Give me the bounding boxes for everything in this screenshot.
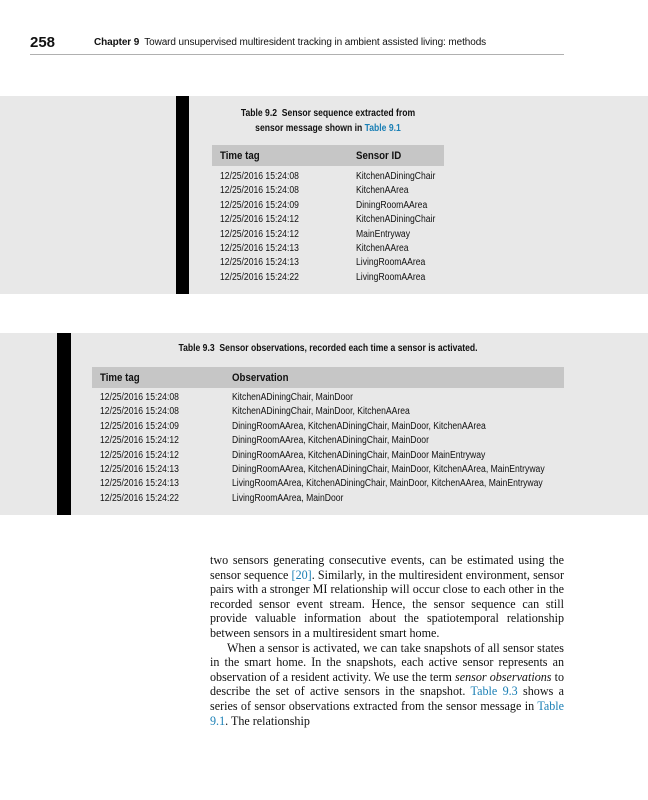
- caption-label: Table 9.2: [240, 108, 278, 119]
- observation-cell: DiningRoomAArea, KitchenADiningChair, MainDoor, KitchenAArea, MainEntryway: [232, 463, 545, 475]
- table-9-2-header-row: [212, 145, 444, 166]
- sensor-id-cell: KitchenAArea: [356, 185, 409, 197]
- table-row: [220, 256, 444, 270]
- table-9-2-body: [220, 170, 444, 285]
- table-9-1-link[interactable]: Table 9.1: [210, 698, 564, 728]
- table-row: [100, 391, 564, 405]
- table-9-3-caption: Table 9.3 Sensor observations, recorded each time a sensor is activated.: [178, 343, 478, 354]
- time-tag-cell: 12/25/2016 15:24:08: [220, 171, 299, 182]
- time-tag-cell: 12/25/2016 15:24:09: [100, 420, 179, 432]
- table-row: [100, 463, 564, 477]
- time-tag-cell: 12/25/2016 15:24:22: [100, 492, 179, 504]
- table-row: [220, 242, 444, 256]
- table-9-3-header-row: [92, 367, 564, 388]
- col-header-time: Time tag: [100, 372, 140, 384]
- time-tag-cell: 12/25/2016 15:24:13: [100, 478, 179, 490]
- sensor-id-cell: LivingRoomAArea: [356, 257, 426, 269]
- sensor-id-cell: KitchenAArea: [356, 242, 409, 254]
- table-row: [220, 213, 444, 227]
- time-tag-cell: 12/25/2016 15:24:08: [220, 185, 299, 197]
- table-accent-bar: [57, 333, 71, 515]
- observation-cell: LivingRoomAArea, KitchenADiningChair, MainDoor, KitchenAArea, MainEntryway: [232, 478, 543, 490]
- table-row: [220, 271, 444, 285]
- col-header-observation: Observation: [232, 372, 289, 384]
- table-row: [100, 477, 564, 491]
- time-tag-cell: 12/25/2016 15:24:12: [220, 228, 299, 240]
- sensor-id-cell: MainEntryway: [356, 228, 411, 240]
- sensor-id-cell: LivingRoomAArea: [356, 271, 426, 283]
- table-9-1-link[interactable]: Table 9.1: [364, 123, 401, 134]
- col-header-sensor: Sensor ID: [356, 150, 402, 162]
- table-row: [100, 492, 564, 506]
- time-tag-cell: 12/25/2016 15:24:13: [220, 242, 299, 254]
- citation-link[interactable]: [20]: [291, 567, 312, 582]
- table-row: [100, 434, 564, 448]
- time-tag-cell: 12/25/2016 15:24:13: [100, 463, 179, 475]
- observation-cell: DiningRoomAArea, KitchenADiningChair, MainDoor, KitchenAArea: [232, 420, 486, 432]
- observation-cell: LivingRoomAArea, MainDoor: [232, 492, 344, 504]
- time-tag-cell: 12/25/2016 15:24:08: [100, 392, 179, 403]
- table-row: [100, 420, 564, 434]
- running-header: [30, 34, 564, 55]
- time-tag-cell: 12/25/2016 15:24:13: [220, 257, 299, 269]
- time-tag-cell: 12/25/2016 15:24:09: [220, 199, 299, 211]
- table-row: [220, 184, 444, 198]
- col-header-time: Time tag: [220, 150, 260, 162]
- page-number: 258: [30, 34, 56, 51]
- running-head-text: [94, 37, 486, 48]
- table-row: [100, 405, 564, 419]
- sensor-id-cell: KitchenADiningChair: [356, 214, 436, 226]
- table-row: [220, 199, 444, 213]
- table-accent-bar: [176, 96, 189, 294]
- time-tag-cell: 12/25/2016 15:24:08: [100, 406, 179, 418]
- paragraph: When a sensor is activated, we can take snapshots of all sensor states in the smart home. In the snapshots, each active sensor represents an observation of a resident activity. We use the term sensor observations to describe the set of active sensors in the snapshot. Table 9.3 shows a series of sensor observations extracted from the sensor message in Table 9.1. The relationship: [210, 640, 565, 728]
- sensor-id-cell: KitchenADiningChair: [356, 171, 436, 182]
- body-text: [210, 553, 564, 728]
- observation-cell: DiningRoomAArea, KitchenADiningChair, MainDoor: [232, 435, 429, 447]
- paragraph: two sensors generating consecutive events, can be estimated using the sensor sequence [20]. Similarly, in the multiresident environment, sensor pairs with a stronger MI relationship will occur close to each other in the recorded sensor event stream. Hence, the sensor sequence can still provide valuable information about the spatiotemporal relationship between sensors in a multiresident smart home.: [210, 553, 564, 640]
- time-tag-cell: 12/25/2016 15:24:12: [220, 214, 299, 226]
- sensor-id-cell: DiningRoomAArea: [356, 199, 428, 211]
- chapter-title: Toward unsupervised multiresident tracking in ambient assisted living: methods: [144, 37, 487, 48]
- time-tag-cell: 12/25/2016 15:24:12: [100, 435, 179, 447]
- table-9-3: [0, 333, 648, 515]
- table-9-3-body: [100, 391, 564, 506]
- observation-cell: KitchenADiningChair, MainDoor, KitchenAArea: [232, 406, 410, 418]
- table-row: [220, 228, 444, 242]
- table-row: [100, 449, 564, 463]
- emphasis: sensor observations: [455, 669, 552, 684]
- table-row: [220, 170, 444, 184]
- chapter-label: Chapter 9: [94, 37, 140, 48]
- table-9-3-link[interactable]: Table 9.3: [470, 684, 518, 699]
- table-9-2-caption: Table 9.2 Sensor sequence extracted from sensor message shown in Table 9.1: [240, 108, 416, 134]
- caption-label: Table 9.3: [178, 343, 215, 354]
- observation-cell: DiningRoomAArea, KitchenADiningChair, MainDoor MainEntryway: [232, 449, 486, 461]
- table-9-2: [0, 96, 648, 294]
- time-tag-cell: 12/25/2016 15:24:12: [100, 449, 179, 461]
- time-tag-cell: 12/25/2016 15:24:22: [220, 271, 299, 283]
- observation-cell: KitchenADiningChair, MainDoor: [232, 392, 353, 403]
